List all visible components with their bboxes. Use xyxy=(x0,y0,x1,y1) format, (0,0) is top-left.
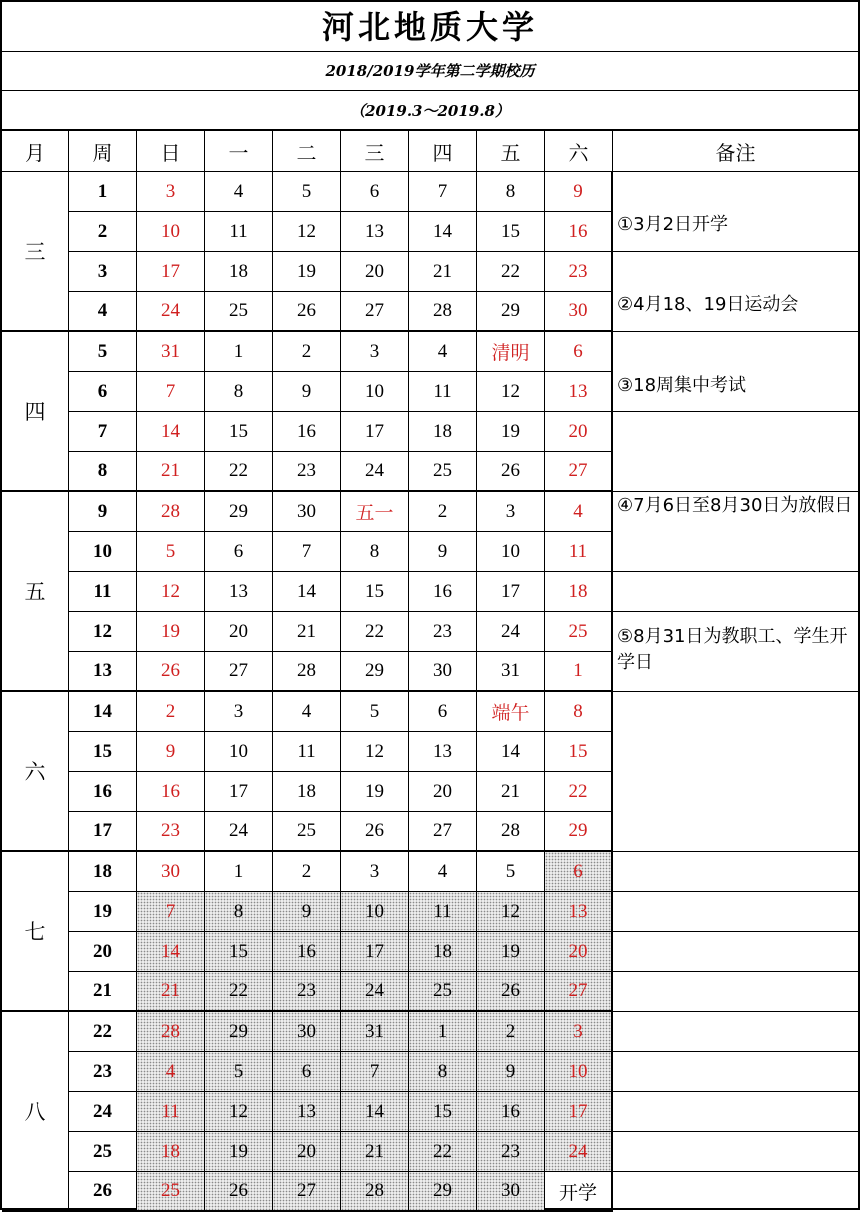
day-cell: 25 xyxy=(205,292,273,332)
day-cell: 3 xyxy=(477,492,545,532)
day-cell: 26 xyxy=(137,652,205,692)
notes-separator xyxy=(613,491,858,492)
day-cell: 7 xyxy=(409,172,477,212)
day-cell: 11 xyxy=(205,212,273,252)
day-cell: 23 xyxy=(545,252,613,292)
day-cell: 5 xyxy=(477,852,545,892)
day-cell: 19 xyxy=(137,612,205,652)
day-cell: 13 xyxy=(205,572,273,612)
day-cell: 27 xyxy=(409,812,477,852)
day-cell: 28 xyxy=(477,812,545,852)
day-cell: 11 xyxy=(409,892,477,932)
day-cell: 13 xyxy=(545,372,613,412)
day-cell: 20 xyxy=(409,772,477,812)
week-number: 4 xyxy=(69,292,137,332)
notes-row xyxy=(613,1092,858,1132)
day-cell: 11 xyxy=(137,1092,205,1132)
notes-separator xyxy=(613,931,858,932)
day-cell: 1 xyxy=(545,652,613,692)
notes-separator xyxy=(613,691,858,692)
day-cell: 23 xyxy=(477,1132,545,1172)
day-cell: 22 xyxy=(477,252,545,292)
day-cell: 15 xyxy=(341,572,409,612)
day-cell: 25 xyxy=(137,1172,205,1212)
day-cell: 6 xyxy=(545,852,613,892)
day-cell: 3 xyxy=(137,172,205,212)
day-cell: 29 xyxy=(205,492,273,532)
day-cell: 3 xyxy=(205,692,273,732)
day-cell: 4 xyxy=(273,692,341,732)
day-cell: 10 xyxy=(477,532,545,572)
day-cell: 13 xyxy=(409,732,477,772)
day-cell: 12 xyxy=(137,572,205,612)
day-cell: 9 xyxy=(545,172,613,212)
week-number: 20 xyxy=(69,932,137,972)
day-cell: 29 xyxy=(205,1012,273,1052)
notes-row xyxy=(613,172,858,212)
day-cell: 14 xyxy=(273,572,341,612)
day-cell: 2 xyxy=(137,692,205,732)
day-cell: 26 xyxy=(341,812,409,852)
header-day: 日 xyxy=(137,131,205,172)
day-cell: 16 xyxy=(545,212,613,252)
day-cell: 7 xyxy=(273,532,341,572)
day-cell: 25 xyxy=(409,452,477,492)
week-number: 5 xyxy=(69,332,137,372)
header-week: 周 xyxy=(69,131,137,172)
day-cell: 23 xyxy=(273,972,341,1012)
day-cell: 24 xyxy=(545,1132,613,1172)
day-cell: 30 xyxy=(545,292,613,332)
day-cell: 15 xyxy=(205,412,273,452)
day-cell: 31 xyxy=(341,1012,409,1052)
day-cell: 19 xyxy=(477,932,545,972)
month-label: 八 xyxy=(2,1012,69,1212)
day-cell: 31 xyxy=(137,332,205,372)
month-label: 四 xyxy=(2,332,69,492)
day-cell: 29 xyxy=(341,652,409,692)
note-item: ①3月2日开学 xyxy=(617,214,729,235)
day-cell: 11 xyxy=(545,532,613,572)
day-cell: 6 xyxy=(341,172,409,212)
day-cell: 22 xyxy=(205,972,273,1012)
notes-row xyxy=(613,732,858,772)
day-cell: 4 xyxy=(137,1052,205,1092)
week-number: 14 xyxy=(69,692,137,732)
day-cell: 13 xyxy=(273,1092,341,1132)
day-cell: 31 xyxy=(477,652,545,692)
notes-row xyxy=(613,332,858,372)
header-month: 月 xyxy=(2,131,69,172)
day-cell: 23 xyxy=(137,812,205,852)
day-cell: 9 xyxy=(273,372,341,412)
header-notes: 备注 xyxy=(613,131,858,172)
day-cell: 28 xyxy=(137,1012,205,1052)
day-cell: 30 xyxy=(477,1172,545,1212)
day-cell: 9 xyxy=(477,1052,545,1092)
day-cell: 26 xyxy=(273,292,341,332)
day-cell: 29 xyxy=(477,292,545,332)
notes-row xyxy=(613,1012,858,1052)
week-number: 19 xyxy=(69,892,137,932)
day-cell: 28 xyxy=(273,652,341,692)
day-cell: 12 xyxy=(341,732,409,772)
day-cell: 28 xyxy=(341,1172,409,1212)
note-item: ④7月6日至8月30日为放假日 xyxy=(617,495,853,516)
day-cell: 10 xyxy=(205,732,273,772)
week-number: 24 xyxy=(69,1092,137,1132)
week-number: 7 xyxy=(69,412,137,452)
day-cell: 4 xyxy=(545,492,613,532)
notes-separator xyxy=(613,1051,858,1052)
day-cell: 30 xyxy=(273,1012,341,1052)
notes-row xyxy=(613,252,858,292)
day-cell: 23 xyxy=(273,452,341,492)
header-day: 五 xyxy=(477,131,545,172)
day-cell: 23 xyxy=(409,612,477,652)
date-range: （2019.3～2019.8） xyxy=(2,91,858,131)
holiday-cell: 开学 xyxy=(545,1172,613,1212)
week-number: 9 xyxy=(69,492,137,532)
day-cell: 30 xyxy=(409,652,477,692)
day-cell: 22 xyxy=(545,772,613,812)
day-cell: 24 xyxy=(341,972,409,1012)
notes-separator xyxy=(613,571,858,572)
day-cell: 15 xyxy=(545,732,613,772)
day-cell: 5 xyxy=(273,172,341,212)
header-day: 三 xyxy=(341,131,409,172)
day-cell: 7 xyxy=(137,372,205,412)
day-cell: 20 xyxy=(273,1132,341,1172)
day-cell: 21 xyxy=(137,972,205,1012)
day-cell: 20 xyxy=(205,612,273,652)
day-cell: 29 xyxy=(545,812,613,852)
day-cell: 27 xyxy=(205,652,273,692)
notes-separator xyxy=(613,891,858,892)
day-cell: 19 xyxy=(205,1132,273,1172)
day-cell: 14 xyxy=(137,412,205,452)
day-cell: 9 xyxy=(137,732,205,772)
day-cell: 27 xyxy=(273,1172,341,1212)
day-cell: 16 xyxy=(409,572,477,612)
notes-row xyxy=(613,892,858,932)
day-cell: 21 xyxy=(137,452,205,492)
day-cell: 25 xyxy=(409,972,477,1012)
day-cell: 5 xyxy=(137,532,205,572)
day-cell: 27 xyxy=(545,452,613,492)
day-cell: 6 xyxy=(409,692,477,732)
note-item: ②4月18、19日运动会 xyxy=(617,294,799,315)
day-cell: 12 xyxy=(205,1092,273,1132)
day-cell: 8 xyxy=(409,1052,477,1092)
day-cell: 16 xyxy=(273,412,341,452)
day-cell: 21 xyxy=(409,252,477,292)
day-cell: 26 xyxy=(205,1172,273,1212)
day-cell: 24 xyxy=(137,292,205,332)
day-cell: 5 xyxy=(205,1052,273,1092)
notes-row xyxy=(613,532,858,572)
day-cell: 11 xyxy=(273,732,341,772)
notes-row xyxy=(613,972,858,1012)
day-cell: 2 xyxy=(273,852,341,892)
day-cell: 30 xyxy=(273,492,341,532)
notes-separator xyxy=(613,411,858,412)
week-number: 16 xyxy=(69,772,137,812)
day-cell: 10 xyxy=(137,212,205,252)
notes-separator xyxy=(613,1011,858,1012)
day-cell: 17 xyxy=(137,252,205,292)
day-cell: 13 xyxy=(341,212,409,252)
day-cell: 20 xyxy=(545,412,613,452)
week-number: 22 xyxy=(69,1012,137,1052)
notes-separator xyxy=(613,331,858,332)
week-number: 8 xyxy=(69,452,137,492)
week-number: 6 xyxy=(69,372,137,412)
day-cell: 2 xyxy=(477,1012,545,1052)
week-number: 21 xyxy=(69,972,137,1012)
day-cell: 15 xyxy=(477,212,545,252)
day-cell: 8 xyxy=(545,692,613,732)
notes-row xyxy=(613,692,858,732)
notes-separator xyxy=(613,1171,858,1172)
holiday-cell: 端午 xyxy=(477,692,545,732)
day-cell: 27 xyxy=(545,972,613,1012)
day-cell: 17 xyxy=(341,932,409,972)
day-cell: 28 xyxy=(409,292,477,332)
day-cell: 26 xyxy=(477,972,545,1012)
notes-row xyxy=(613,412,858,452)
day-cell: 12 xyxy=(477,892,545,932)
notes-row xyxy=(613,1132,858,1172)
day-cell: 12 xyxy=(477,372,545,412)
day-cell: 8 xyxy=(205,372,273,412)
note-item: ③18周集中考试 xyxy=(617,375,747,396)
day-cell: 12 xyxy=(273,212,341,252)
day-cell: 14 xyxy=(341,1092,409,1132)
month-label: 七 xyxy=(2,852,69,1012)
notes-row xyxy=(613,572,858,612)
day-cell: 3 xyxy=(341,332,409,372)
day-cell: 18 xyxy=(409,412,477,452)
day-cell: 6 xyxy=(545,332,613,372)
holiday-cell: 清明 xyxy=(477,332,545,372)
note-item: ⑤8月31日为教职工、学生开学日 xyxy=(617,626,848,673)
week-number: 3 xyxy=(69,252,137,292)
day-cell: 24 xyxy=(477,612,545,652)
day-cell: 1 xyxy=(205,332,273,372)
day-cell: 11 xyxy=(409,372,477,412)
day-cell: 14 xyxy=(477,732,545,772)
day-cell: 24 xyxy=(341,452,409,492)
notes-separator xyxy=(613,611,858,612)
holiday-cell: 五一 xyxy=(341,492,409,532)
day-cell: 18 xyxy=(205,252,273,292)
day-cell: 16 xyxy=(137,772,205,812)
week-number: 15 xyxy=(69,732,137,772)
day-cell: 6 xyxy=(273,1052,341,1092)
notes-row xyxy=(613,812,858,852)
day-cell: 19 xyxy=(273,252,341,292)
week-number: 17 xyxy=(69,812,137,852)
header-day: 六 xyxy=(545,131,613,172)
day-cell: 2 xyxy=(409,492,477,532)
day-cell: 13 xyxy=(545,892,613,932)
day-cell: 30 xyxy=(137,852,205,892)
notes-separator xyxy=(613,251,858,252)
day-cell: 8 xyxy=(205,892,273,932)
day-cell: 10 xyxy=(545,1052,613,1092)
week-number: 1 xyxy=(69,172,137,212)
header-day: 四 xyxy=(409,131,477,172)
day-cell: 28 xyxy=(137,492,205,532)
notes-separator xyxy=(613,971,858,972)
day-cell: 22 xyxy=(409,1132,477,1172)
notes-row xyxy=(613,1052,858,1092)
week-number: 12 xyxy=(69,612,137,652)
day-cell: 15 xyxy=(205,932,273,972)
notes-separator xyxy=(613,851,858,852)
day-cell: 17 xyxy=(341,412,409,452)
day-cell: 27 xyxy=(341,292,409,332)
week-number: 11 xyxy=(69,572,137,612)
month-label: 五 xyxy=(2,492,69,692)
day-cell: 19 xyxy=(341,772,409,812)
day-cell: 18 xyxy=(137,1132,205,1172)
notes-separator xyxy=(613,1091,858,1092)
notes-row xyxy=(613,1172,858,1212)
day-cell: 21 xyxy=(477,772,545,812)
week-number: 26 xyxy=(69,1172,137,1212)
day-cell: 9 xyxy=(273,892,341,932)
day-cell: 18 xyxy=(273,772,341,812)
week-number: 13 xyxy=(69,652,137,692)
day-cell: 25 xyxy=(273,812,341,852)
day-cell: 21 xyxy=(273,612,341,652)
day-cell: 25 xyxy=(545,612,613,652)
day-cell: 10 xyxy=(341,372,409,412)
day-cell: 1 xyxy=(409,1012,477,1052)
day-cell: 15 xyxy=(409,1092,477,1132)
day-cell: 14 xyxy=(409,212,477,252)
day-cell: 4 xyxy=(409,332,477,372)
day-cell: 17 xyxy=(477,572,545,612)
day-cell: 3 xyxy=(545,1012,613,1052)
day-cell: 17 xyxy=(545,1092,613,1132)
month-label: 六 xyxy=(2,692,69,852)
day-cell: 6 xyxy=(205,532,273,572)
week-number: 18 xyxy=(69,852,137,892)
day-cell: 29 xyxy=(409,1172,477,1212)
calendar-subtitle: 2018/2019学年第二学期校历 xyxy=(2,52,858,91)
day-cell: 1 xyxy=(205,852,273,892)
calendar-grid xyxy=(2,2,858,1208)
week-number: 10 xyxy=(69,532,137,572)
day-cell: 18 xyxy=(409,932,477,972)
header-day: 二 xyxy=(273,131,341,172)
day-cell: 16 xyxy=(273,932,341,972)
week-number: 2 xyxy=(69,212,137,252)
day-cell: 20 xyxy=(341,252,409,292)
day-cell: 24 xyxy=(205,812,273,852)
day-cell: 9 xyxy=(409,532,477,572)
notes-separator xyxy=(613,1131,858,1132)
day-cell: 16 xyxy=(477,1092,545,1132)
day-cell: 22 xyxy=(205,452,273,492)
day-cell: 5 xyxy=(341,692,409,732)
day-cell: 8 xyxy=(477,172,545,212)
day-cell: 20 xyxy=(545,932,613,972)
notes-row xyxy=(613,852,858,892)
day-cell: 10 xyxy=(341,892,409,932)
day-cell: 4 xyxy=(409,852,477,892)
week-number: 23 xyxy=(69,1052,137,1092)
day-cell: 14 xyxy=(137,932,205,972)
page-title: 河北地质大学 xyxy=(2,2,858,52)
header-day: 一 xyxy=(205,131,273,172)
notes-row xyxy=(613,452,858,492)
month-label: 三 xyxy=(2,172,69,332)
day-cell: 7 xyxy=(341,1052,409,1092)
day-cell: 18 xyxy=(545,572,613,612)
week-number: 25 xyxy=(69,1132,137,1172)
day-cell: 3 xyxy=(341,852,409,892)
day-cell: 4 xyxy=(205,172,273,212)
day-cell: 26 xyxy=(477,452,545,492)
day-cell: 21 xyxy=(341,1132,409,1172)
day-cell: 19 xyxy=(477,412,545,452)
notes-row xyxy=(613,932,858,972)
day-cell: 22 xyxy=(341,612,409,652)
notes-row xyxy=(613,772,858,812)
day-cell: 7 xyxy=(137,892,205,932)
day-cell: 17 xyxy=(205,772,273,812)
day-cell: 8 xyxy=(341,532,409,572)
day-cell: 2 xyxy=(273,332,341,372)
